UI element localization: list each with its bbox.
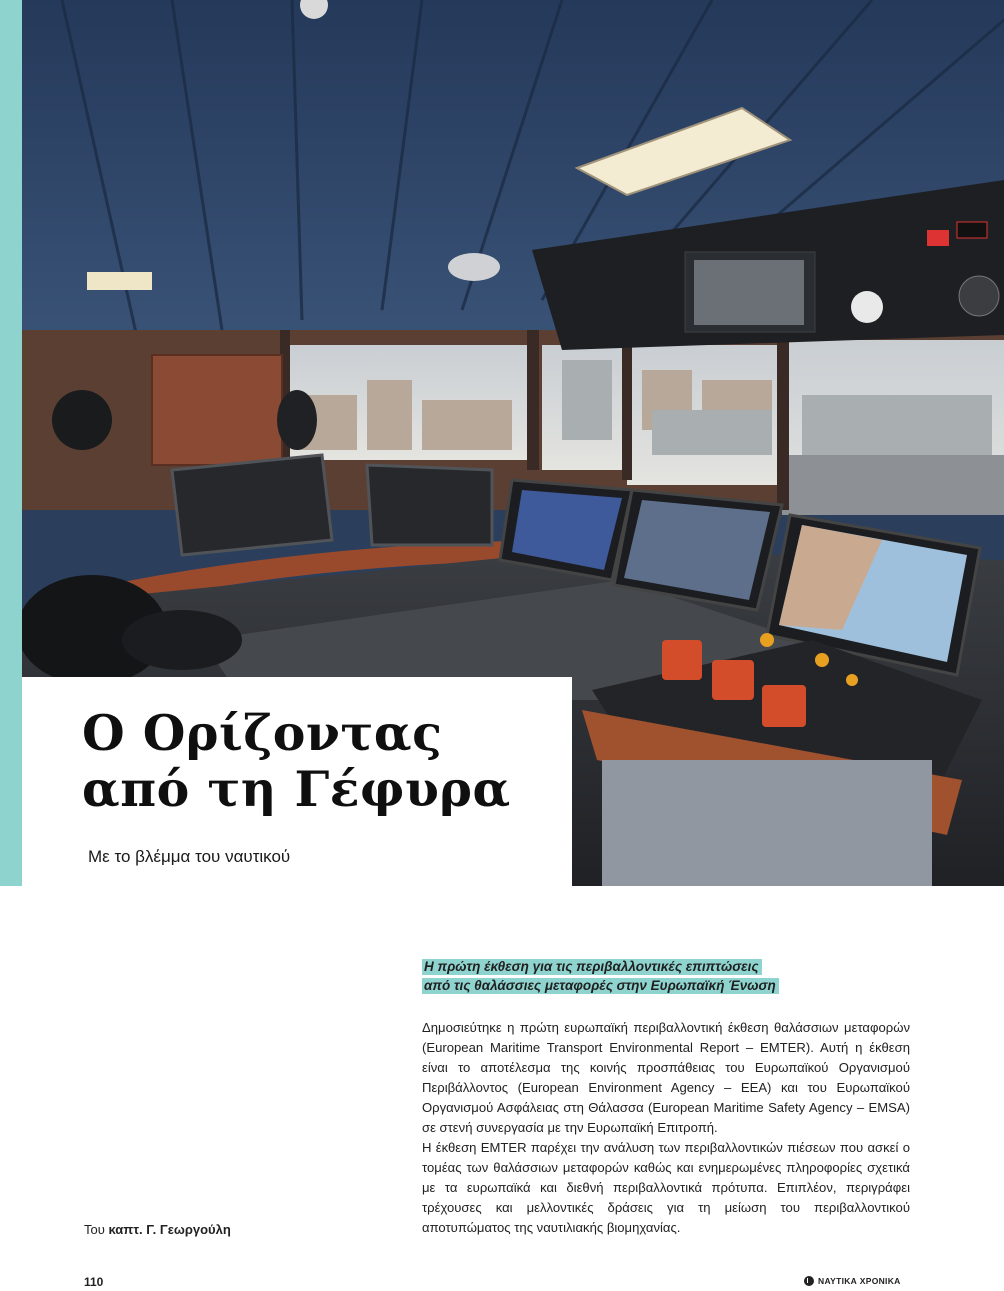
magazine-footer xyxy=(804,1276,901,1286)
section-headline xyxy=(422,957,902,995)
title-block xyxy=(22,677,572,886)
article-subtitle: Με το βλέμμα του ναυτικού xyxy=(88,847,291,866)
body-paragraph: Δημοσιεύτηκε η πρώτη ευρωπαϊκή περιβαλλοντική έκθεση θαλάσσιων μεταφορών (European Maritime Transport Environmental Report – EMTER). Αυτή η έκθεση είναι το αποτέλεσμα της κοινής προσπάθειας του Ευρωπαϊκού Οργανισμού Περιβάλλοντος (European Environment Agency – EEA) και του Ευρωπαϊκού Οργανισμού Ασφάλειας στη Θάλασσα (European Maritime Safety Agency – EMSA) σε στενή συνεργασία με την Ευρωπαϊκή Επιτροπή. xyxy=(422,1020,910,1135)
article-title-line-2: από τη Γέφυρα xyxy=(82,760,511,818)
article-title-line-1: Ο Ορίζοντας xyxy=(82,704,443,762)
magazine-name: ΝΑΥΤΙΚΑ ΧΡΟΝΙΚΑ xyxy=(818,1276,901,1286)
page-number: 110 xyxy=(84,1275,104,1289)
byline xyxy=(84,1222,231,1237)
body-paragraph: Η έκθεση EMTER παρέχει την ανάλυση των περιβαλλοντικών πιέσεων που ασκεί ο τομέας των θαλάσσιων μεταφορών καθώς και ενημερωμένες πληροφορίες σχετικά με τα ευρωπαϊκά και διεθνή περιβαλλοντικά πρότυπα. Επιπλέον, περιγράφει τρέχουσες και μελλοντικές δράσεις για τη μείωση του περιβαλλοντικού αποτυπώματος της ναυτιλιακής βιομηχανίας. xyxy=(422,1140,910,1235)
byline-prefix: Του xyxy=(84,1222,105,1237)
magazine-logo-icon xyxy=(804,1276,814,1286)
author-name: καπτ. Γ. Γεωργούλη xyxy=(108,1222,231,1237)
article-body xyxy=(422,1018,910,1238)
article-title xyxy=(82,705,511,817)
accent-bar xyxy=(0,0,22,886)
section-headline-line-2: από τις θαλάσσιες μεταφορές στην Ευρωπαϊκή Ένωση xyxy=(422,978,779,994)
section-headline-line-1: Η πρώτη έκθεση για τις περιβαλλοντικές επιπτώσεις xyxy=(422,959,762,975)
